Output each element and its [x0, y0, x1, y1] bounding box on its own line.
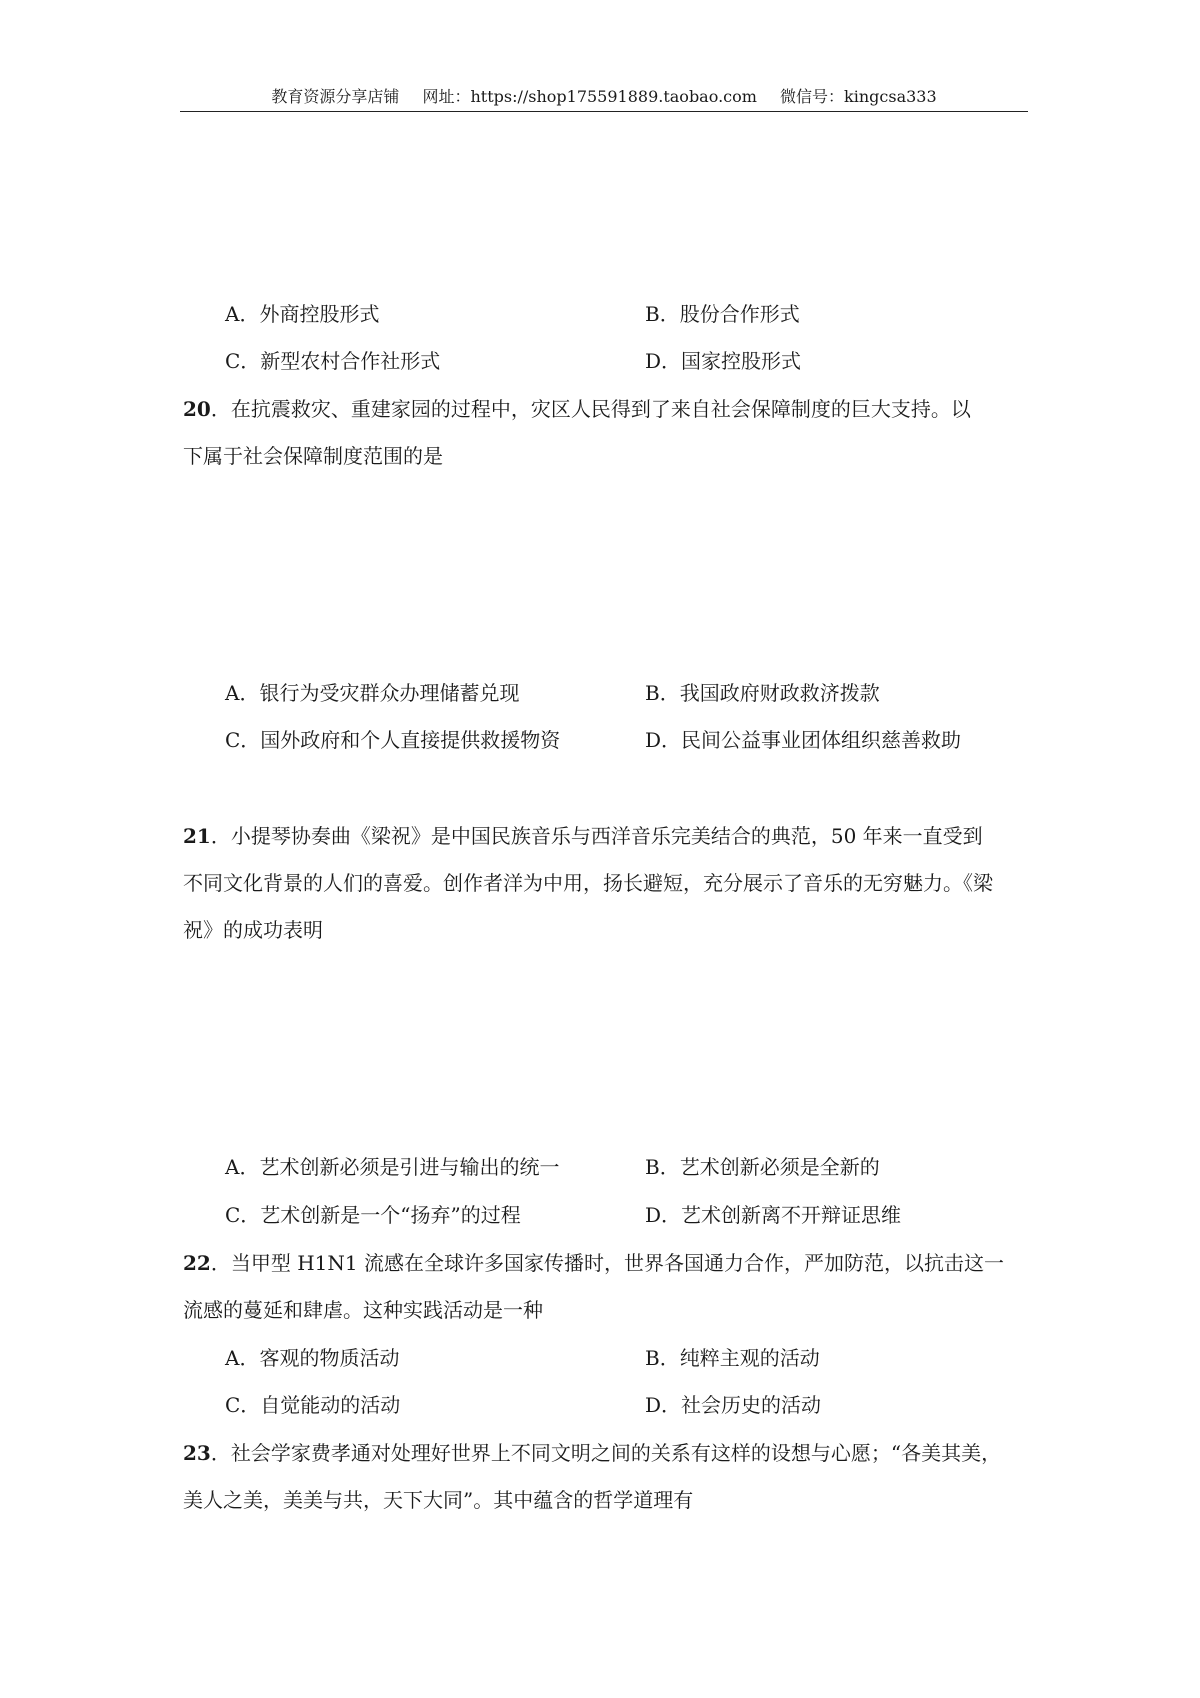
q22-stem-line2: 流感的蔓延和肆虐。这种实践活动是一种 — [183, 1298, 543, 1322]
q21-stem-line3: 祝》的成功表明 — [183, 918, 323, 942]
q21-option-b: B．艺术创新必须是全新的 — [645, 1155, 880, 1179]
q20-stem-line1 — [183, 395, 1028, 423]
page-header — [180, 86, 1028, 108]
q21-option-d: D．艺术创新离不开辩证思维 — [645, 1203, 902, 1227]
q19-option-d: D．国家控股形式 — [645, 349, 802, 373]
header-shop-name: 教育资源分享店铺 — [271, 87, 400, 106]
q20-number: 20 — [183, 397, 211, 421]
q22-number: 22 — [183, 1251, 211, 1275]
q21-option-c: C．艺术创新是一个“扬弃”的过程 — [225, 1203, 521, 1227]
q21-stem-line2: 不同文化背景的人们的喜爱。创作者洋为中用，扬长避短，充分展示了音乐的无穷魅力。《梁 — [183, 871, 993, 895]
q22-stem-text1: ．当甲型 H1N1 流感在全球许多国家传播时，世界各国通力合作，严加防范，以抗击这一 — [210, 1251, 1004, 1275]
q21-stem-line1 — [183, 822, 1028, 850]
q21-stem-text1: ．小提琴协奏曲《梁祝》是中国民族音乐与西洋音乐完美结合的典范，50 年来一直受到 — [210, 824, 983, 848]
q22-option-a: A．客观的物质活动 — [225, 1346, 400, 1370]
q21-number: 21 — [183, 824, 211, 848]
q22-option-b: B．纯粹主观的活动 — [645, 1346, 820, 1370]
header-website: 网址：https://shop175591889.taobao.com — [422, 87, 757, 106]
q20-option-d: D．民间公益事业团体组织慈善救助 — [645, 728, 962, 752]
q19-option-a: A．外商控股形式 — [225, 302, 380, 326]
header-rule — [180, 111, 1028, 112]
q23-number: 23 — [183, 1441, 211, 1465]
q22-stem-line1 — [183, 1249, 1028, 1277]
q20-option-b: B．我国政府财政救济拨款 — [645, 681, 880, 705]
q23-stem-text1: ．社会学家费孝通对处理好世界上不同文明之间的关系有这样的设想与心愿；“各美其美， — [210, 1441, 1002, 1465]
q23-stem-line1 — [183, 1439, 1028, 1467]
q23-stem-line2: 美人之美，美美与共，天下大同”。其中蕴含的哲学道理有 — [183, 1488, 694, 1512]
q19-option-c: C．新型农村合作社形式 — [225, 349, 441, 373]
q22-option-d: D．社会历史的活动 — [645, 1393, 822, 1417]
q21-option-a: A．艺术创新必须是引进与输出的统一 — [225, 1155, 560, 1179]
q20-stem-text1: ．在抗震救灾、重建家园的过程中，灾区人民得到了来自社会保障制度的巨大支持。以 — [210, 397, 971, 421]
header-wechat: 微信号：kingcsa333 — [780, 87, 937, 106]
q20-option-c: C．国外政府和个人直接提供救援物资 — [225, 728, 561, 752]
q22-option-c: C．自觉能动的活动 — [225, 1393, 401, 1417]
q20-stem-line2: 下属于社会保障制度范围的是 — [183, 444, 443, 468]
q19-option-b: B．股份合作形式 — [645, 302, 800, 326]
q20-option-a: A．银行为受灾群众办理储蓄兑现 — [225, 681, 520, 705]
